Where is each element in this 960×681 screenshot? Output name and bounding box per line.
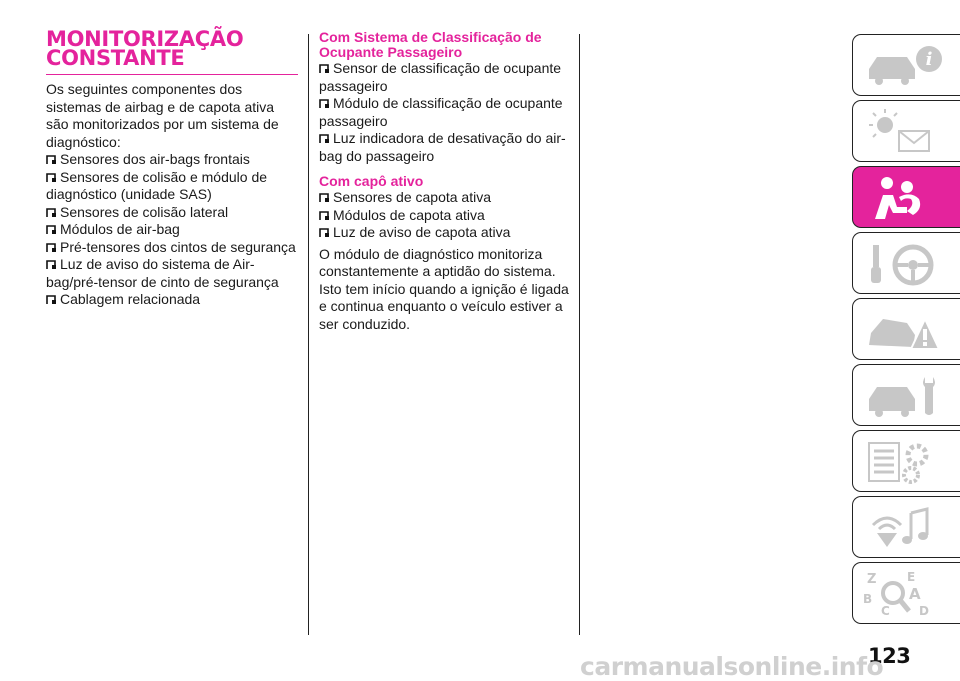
- title-line-2: CONSTANTE: [46, 46, 185, 70]
- section-heading-occupant-classification: Com Sistema de Classificação de Ocupante Passageiro: [319, 29, 542, 60]
- list-item-text: Cablagem relacionada: [60, 291, 201, 307]
- car-warning-icon: [863, 305, 949, 355]
- list-item: [46, 169, 298, 204]
- list-item-text: Sensores dos air-bags frontais: [60, 151, 250, 167]
- list-item-text: Luz de aviso do sistema de Air-bag/pré-tensor de cinto de segurança: [46, 256, 279, 290]
- bullet-icon: [46, 294, 57, 305]
- svg-text:E: E: [907, 570, 916, 584]
- bullet-icon: [319, 227, 330, 238]
- list-item-text: Sensores de colisão lateral: [60, 203, 229, 220]
- bullet-icon: [46, 259, 57, 270]
- list-item-text: Luz indicadora de desativação do air-bag do passageiro: [319, 130, 566, 164]
- svg-text:i: i: [925, 49, 933, 70]
- list-item: [46, 239, 298, 257]
- airbag-seat-icon: [863, 173, 949, 223]
- bullet-icon: [319, 98, 330, 109]
- list-item-text: Módulos de air-bag: [60, 221, 180, 237]
- bullet-icon: [46, 154, 57, 165]
- middle-column: [319, 30, 575, 333]
- svg-text:D: D: [919, 604, 929, 618]
- list-item-text: Sensores de colisão e módulo de diagnóstico (unidade SAS): [46, 168, 268, 202]
- list-item: [46, 151, 298, 169]
- car-wrench-icon: [863, 371, 949, 421]
- list-item: [319, 95, 575, 130]
- occupant-list: [319, 60, 575, 165]
- page-number: 123: [868, 644, 911, 668]
- list-item: [46, 256, 298, 291]
- bullet-icon: [46, 224, 57, 235]
- list-item: [319, 207, 575, 225]
- bullet-icon: [319, 63, 330, 74]
- list-item-text: Luz de aviso de capota ativa: [333, 224, 511, 240]
- bullet-icon: [319, 133, 330, 144]
- component-list: [46, 151, 298, 309]
- list-item: [46, 221, 298, 239]
- list-item-text: Pré-tensores dos cintos de segurança: [60, 238, 296, 255]
- tab-lights-messages[interactable]: [852, 100, 960, 162]
- radio-music-icon: [863, 503, 949, 553]
- list-item-text: Sensor de classificação de ocupante passageiro: [319, 60, 562, 94]
- tab-technical-data[interactable]: [852, 430, 960, 492]
- list-item: [319, 189, 575, 207]
- column-divider: [308, 34, 309, 635]
- tab-safety[interactable]: [852, 166, 960, 228]
- svg-text:B: B: [863, 592, 873, 606]
- car-info-icon: [863, 41, 949, 91]
- list-item-text: Sensores de capota ativa: [333, 189, 491, 205]
- list-item: [319, 60, 575, 95]
- bullet-icon: [46, 207, 57, 218]
- column-divider: [579, 34, 580, 635]
- list-item: [319, 130, 575, 165]
- diagnostic-paragraph: O módulo de diagnóstico monitoriza constantemente a aptidão do sistema. Isto tem início quando a ignição é ligada e continua enquanto o veículo estiver a ser conduzido.: [319, 245, 569, 332]
- active-hood-list: [319, 189, 575, 242]
- bullet-icon: [319, 192, 330, 203]
- tab-emergency[interactable]: [852, 298, 960, 360]
- list-item-text: Módulo de classificação de ocupante passageiro: [319, 95, 563, 129]
- key-steering-wheel-icon: [863, 239, 949, 289]
- bullet-icon: [46, 242, 57, 253]
- svg-text:A: A: [909, 585, 921, 603]
- tab-maintenance[interactable]: [852, 364, 960, 426]
- alphabet-search-icon: [863, 569, 949, 619]
- left-column: [46, 27, 298, 309]
- bullet-icon: [46, 172, 57, 183]
- intro-paragraph: Os seguintes componentes dos sistemas de airbag e de capota ativa são monitorizados por um sistema de diagnóstico:: [46, 81, 279, 150]
- tab-starting-driving[interactable]: [852, 232, 960, 294]
- specs-gears-icon: [863, 437, 949, 487]
- tab-index[interactable]: [852, 562, 960, 624]
- list-item: [46, 204, 298, 222]
- list-item-text: Módulos de capota ativa: [333, 206, 485, 223]
- watermark: carmanualsonline.info: [580, 652, 884, 681]
- list-item: [319, 224, 575, 242]
- bullet-icon: [319, 210, 330, 221]
- lights-mail-icon: [863, 107, 949, 157]
- page-title: [46, 27, 298, 75]
- title-line-1: MONITORIZAÇÃO: [46, 27, 244, 51]
- svg-text:C: C: [881, 604, 890, 618]
- tab-car-info[interactable]: [852, 34, 960, 96]
- tab-multimedia[interactable]: [852, 496, 960, 558]
- section-heading-active-hood: Com capô ativo: [319, 173, 424, 189]
- list-item: [46, 291, 298, 309]
- svg-text:Z: Z: [867, 572, 877, 587]
